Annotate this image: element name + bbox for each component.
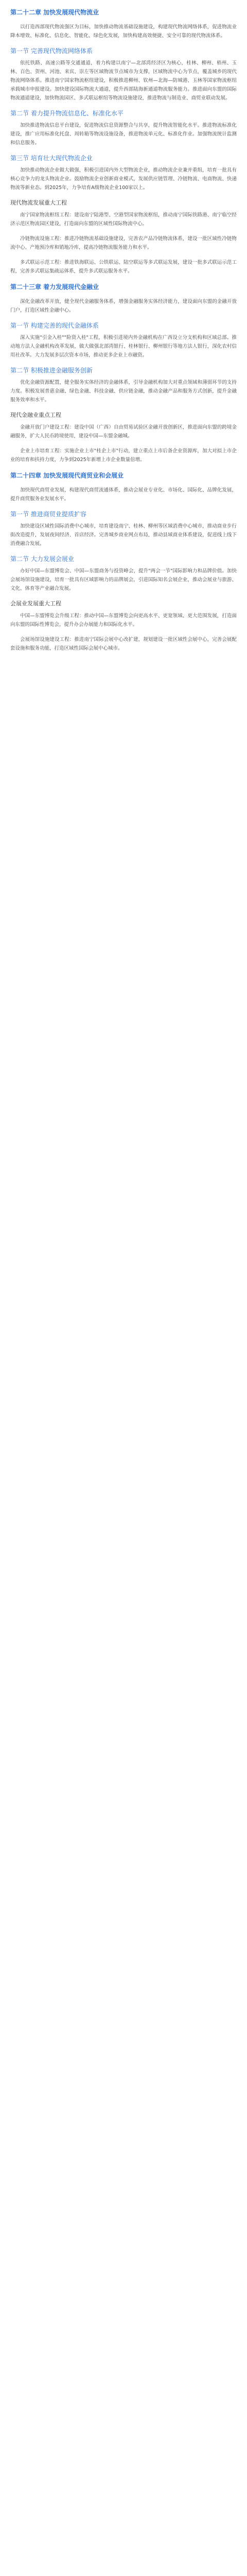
paragraph: 加快现代商贸业发展，构建现代商贸流通体系，推动会展业专业化、市场化、国际化、品牌化发展，提升商贸服务业发展水平。 <box>10 487 237 502</box>
section-heading: 第一节 推进商贸业提质扩容 <box>10 511 86 518</box>
chapter-heading: 第二十四章 加快发展现代商贸业和会展业 <box>10 472 124 479</box>
paragraph: 办好中国—东盟博览会、中国—东盟商务与投资峰会，提升"两会一节"国际影响力和品牌价值。加快会展场馆设施建设，培育一批具有区域影响力的品牌展会，引进国际知名会展企业，推动会展业与旅游、文化、体育等产业融合发展。 <box>10 568 237 591</box>
chapter-heading: 第二十三章 着力发展现代金融业 <box>10 283 99 291</box>
section-heading: 第一节 构建完善的现代金融体系 <box>10 322 99 329</box>
paragraph: 加快推动物流企业做大做强，积极引进国内外大型物流企业，推动物流企业兼并重组，培育一批具有核心竞争力的龙头物流企业。鼓励物流企业创新商业模式，发展供应链管理、冷链物流、电商物流、快递物流等新业态。到2025年，力争培育A级物流企业100家以上。 <box>10 167 237 191</box>
paragraph: 以打造西部现代物流强区为目标，加快推动物流基础设施建设，构建现代物流网络体系，促进物流业降本增效、标准化、信息化、智能化、绿色化发展，加快构建高效便捷、安全可靠的现代物流体系。 <box>10 24 237 39</box>
chapter-heading: 第二十二章 加快发展现代物流业 <box>10 9 99 16</box>
paragraph: 加快建设区域性国际消费中心城市，培育建设南宁、桂林、柳州等区域消费中心城市，推动商业步行街改造提升，发展夜间经济、首店经济。完善城乡商业网点布局，推动县域商业体系建设，促进线上线下消费融合发展。 <box>10 523 237 547</box>
subhead-heading: 现代金融业重点工程 <box>10 412 61 418</box>
paragraph: 中国—东盟博览会升级工程：推动中国—东盟博览会向更高水平、更宽领域、更大范围发展，打造面向东盟的国际性博览会，提升办会办展能力和国际化水平。 <box>10 613 237 628</box>
paragraph: 企业上市培育工程：实施企业上市"桂企上市"行动，建立重点上市后备企业资源库，加大对拟上市企业的培育和扶持力度，力争到2025年新增上市企业数量倍增。 <box>10 448 237 463</box>
section-heading: 第三节 培育壮大现代物流企业 <box>10 155 93 162</box>
subhead-heading: 会展业发展重大工程 <box>10 600 61 607</box>
section-heading: 第一节 完善现代物流网络体系 <box>10 47 93 55</box>
document-page <box>0 0 247 667</box>
paragraph: 优化金融资源配置，健全服务实体经济的金融体系，引导金融机构加大对重点领域和薄弱环节的支持力度。积极发展普惠金融、绿色金融、科技金融、供应链金融，推动金融产品和服务方式创新，提升金融服务效率和水平。 <box>10 380 237 403</box>
section-heading: 第二节 大力发展会展业 <box>10 555 74 563</box>
paragraph: 南宁国家物流枢纽工程：建设南宁陆港型、空港型国家物流枢纽，推动南宁国际铁路港、南宁临空经济示范区物流园区建设，打造面向东盟的区域性国际物流中心。 <box>10 212 237 227</box>
section-heading: 第二节 着力提升物流信息化、标准化水平 <box>10 110 123 117</box>
paragraph: 深入实施"引金入桂""险资入桂"工程，积极引进境内外金融机构在广西设立分支机构和区域总部。推动地方法人金融机构改革发展，做大做强北部湾银行、桂林银行、柳州银行等地方法人银行，深化农村信用社改革。大力发展多层次资本市场，推动更多企业上市融资。 <box>10 335 237 358</box>
subhead-heading: 现代物流发展重大工程 <box>10 199 67 206</box>
paragraph: 多式联运示范工程：推进铁海联运、公铁联运、陆空联运等多式联运发展，建设一批多式联运示范工程，完善多式联运集疏运体系，提升多式联运服务水平。 <box>10 260 237 274</box>
paragraph: 冷链物流设施工程：推进冷链物流基础设施建设，完善农产品冷链物流体系，建设一批区域性冷链物流中心、产地预冷库和销地冷库，提高冷链物流服务能力和水平。 <box>10 236 237 250</box>
paragraph: 加快推进物流信息平台建设，促进物流信息资源整合与共享，提升物流智能化水平。推进物流标准化建设，推广应用标准化托盘、周转箱等物流设施设备，推进物流单元化、标准化作业。加强物流统计监测和信息服务。 <box>10 123 237 146</box>
paragraph: 依托铁路、高速公路等交通通道，着力构建以南宁—北部湾经济区为核心，桂林、柳州、梧州、玉林、百色、贺州、河池、来宾、崇左等区域物流节点城市为支撑，区域物流中心为节点，覆盖城乡的现代物流网络体系。推进南宁国家物流枢纽建设，积极推进柳州、钦州—北海—防城港、玉林等国家物流枢纽承载城市申报建设。加快建设国际物流大通道，提升西部陆海新通道物流服务能力。推进面向东盟的国际物流通道建设，加快物流园区、多式联运枢纽等物流设施建设，推进物流与制造业、商贸业联动发展。 <box>10 60 237 101</box>
section-heading: 第二节 积极推进金融服务创新 <box>10 367 93 374</box>
paragraph: 金融开放门户建设工程：建设中国（广西）自由贸易试验区金融开放创新区，推进面向东盟的跨境金融服务，扩大人民币跨境使用，建设中国—东盟金融城。 <box>10 425 237 439</box>
paragraph: 深化金融改革开放，健全现代金融服务体系，增强金融服务实体经济能力，建设面向东盟的金融开放门户，打造区域性金融中心。 <box>10 299 237 313</box>
paragraph: 会展场馆设施建设工程：推进南宁国际会展中心改扩建，规划建设一批区域性会展中心，完善会展配套设施和服务功能，打造区域性国际会展中心城市。 <box>10 637 237 651</box>
